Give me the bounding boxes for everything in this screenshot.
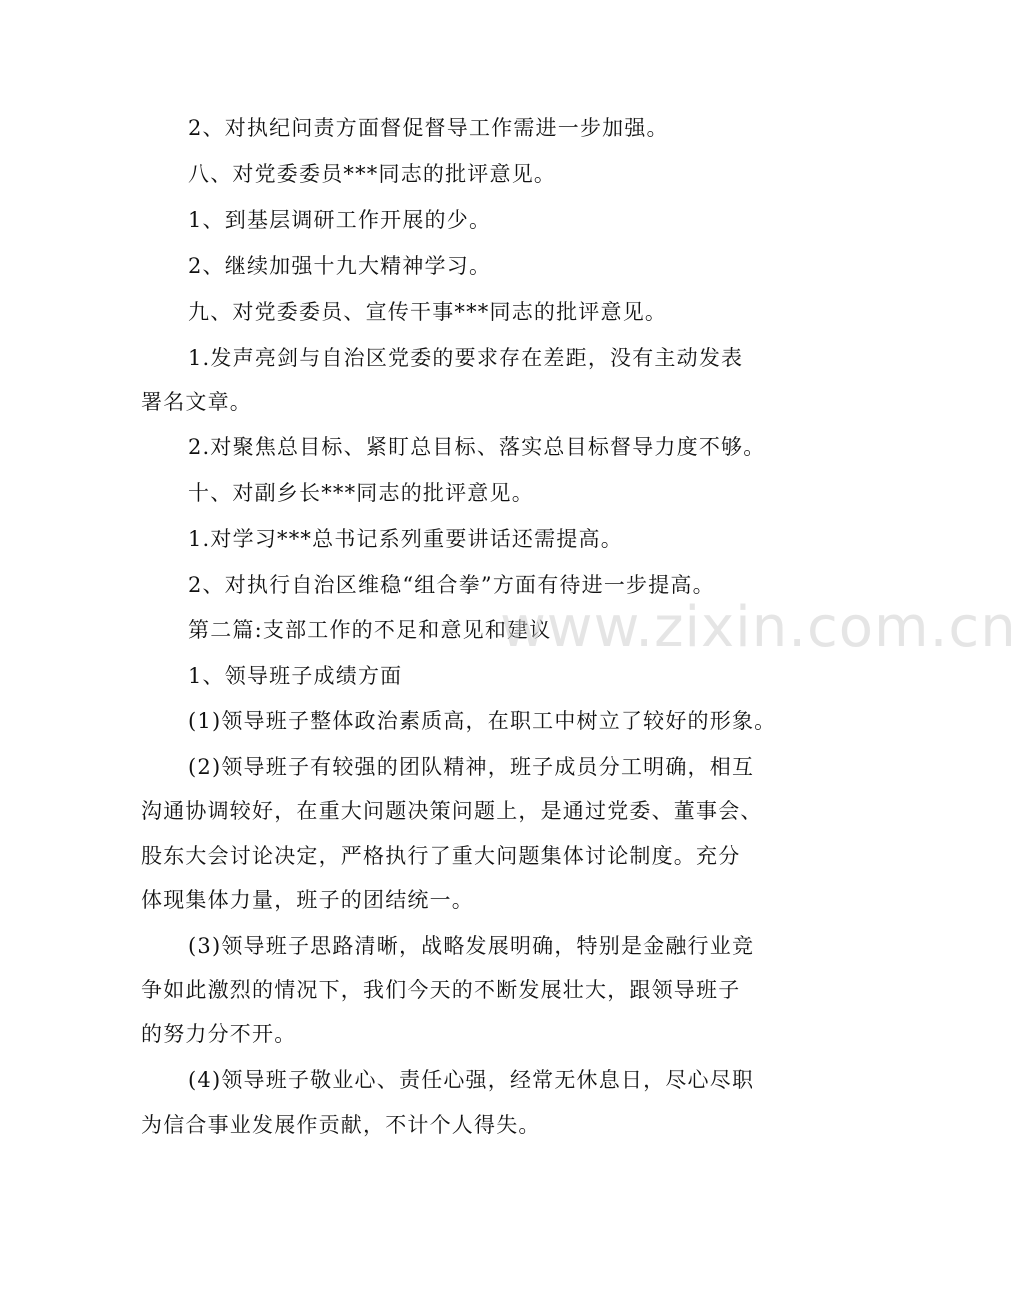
- text-line: 1、到基层调研工作开展的少。: [188, 208, 492, 232]
- section-heading: 1、领导班子成绩方面: [188, 664, 403, 688]
- text-line: 署名文章。: [141, 390, 252, 414]
- text-line: 2.对聚焦总目标、紧盯总目标、落实总目标督导力度不够。: [188, 435, 766, 459]
- chapter-heading: 第二篇:支部工作的不足和意见和建议: [188, 618, 552, 642]
- section-heading: 八、对党委委员***同志的批评意见。: [188, 162, 557, 186]
- section-heading: 十、对副乡长***同志的批评意见。: [188, 481, 534, 505]
- text-line: 沟通协调较好，在重大问题决策问题上，是通过党委、董事会、: [141, 799, 763, 823]
- text-line: (1)领导班子整体政治素质高，在职工中树立了较好的形象。: [188, 709, 777, 733]
- text-line: 2、对执纪问责方面督促督导工作需进一步加强。: [188, 116, 669, 140]
- text-line: 为信合事业发展作贡献，不计个人得失。: [141, 1113, 541, 1137]
- text-line: 2、继续加强十九大精神学习。: [188, 254, 492, 278]
- watermark: www.zixin.com.cn: [500, 595, 1017, 660]
- text-line: 的努力分不开。: [141, 1022, 297, 1046]
- text-line: 体现集体力量，班子的团结统一。: [141, 888, 474, 912]
- text-line: 1.发声亮剑与自治区党委的要求存在差距，没有主动发表: [188, 346, 744, 370]
- text-line: 争如此激烈的情况下，我们今天的不断发展壮大，跟领导班子: [141, 978, 741, 1002]
- section-heading: 九、对党委委员、宣传干事***同志的批评意见。: [188, 300, 668, 324]
- text-line: 2、对执行自治区维稳“组合拳”方面有待进一步提高。: [188, 573, 715, 597]
- text-line: 1.对学习***总书记系列重要讲话还需提高。: [188, 527, 623, 551]
- text-line: 股东大会讨论决定，严格执行了重大问题集体讨论制度。充分: [141, 844, 741, 868]
- text-line: (3)领导班子思路清晰，战略发展明确，特别是金融行业竞: [188, 934, 755, 958]
- text-line: (4)领导班子敬业心、责任心强，经常无休息日，尽心尽职: [188, 1068, 755, 1092]
- text-line: (2)领导班子有较强的团队精神，班子成员分工明确，相互: [188, 755, 755, 779]
